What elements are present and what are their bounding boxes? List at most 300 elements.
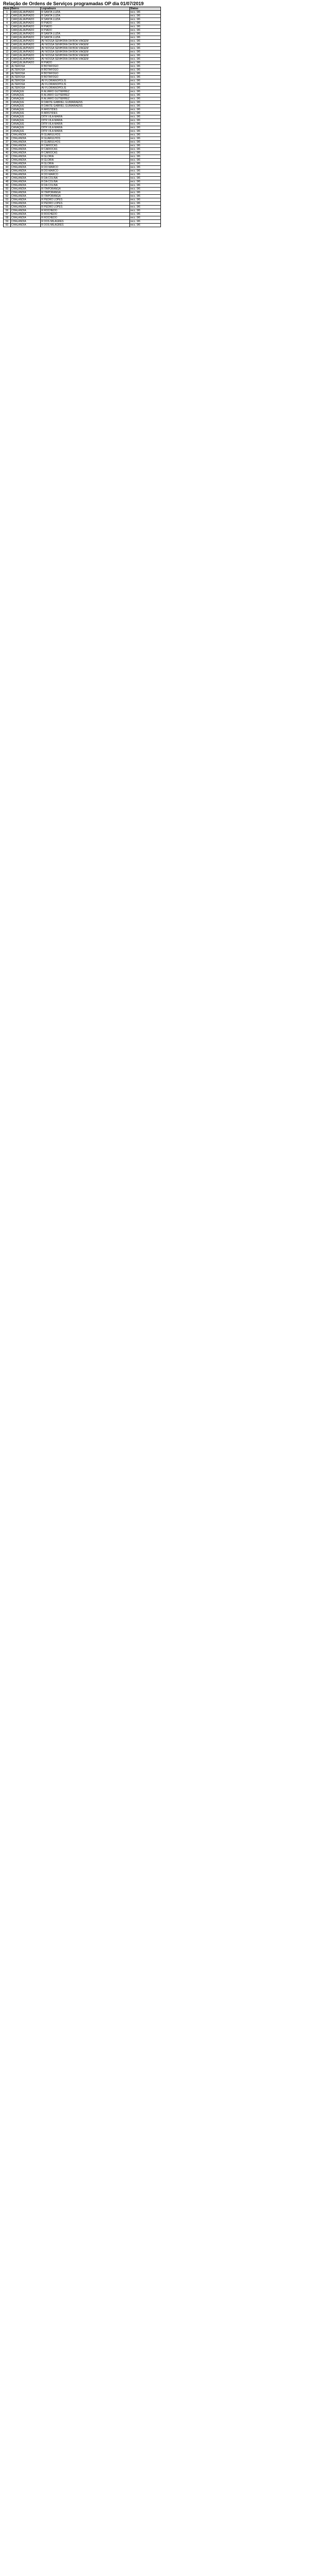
cell-status: recc. 9/6 [129,133,160,137]
cell-logradouro: R ITAPORANGA [41,191,130,195]
table-row [4,76,161,79]
cell-logradouro: DITR VILA MARIA [41,126,130,130]
table-row [4,108,161,112]
table-row [4,79,161,83]
cell-logradouro: R BOTAFOGO [41,72,130,76]
cell-bairro: CARQUEJA/PIADO [11,14,41,18]
table-row [4,180,161,184]
table-row [4,97,161,101]
table-row [4,87,161,90]
cell-logradouro: R DO MARCO [41,166,130,170]
cell-status: recc. 9/6 [129,36,160,40]
cell-item: 27 [4,105,11,108]
cell-logradouro: R BOTAFOGO [41,69,130,72]
cell-logradouro: AV FLORIANOPOLIS [41,79,130,83]
table-row [4,65,161,69]
cell-logradouro: AV NOSSA SENHORA DA BOA VIAGEM [41,58,130,61]
cell-status: recc. 9/6 [129,177,160,180]
cell-logradouro: R GUARULHOS [41,133,130,137]
table-row [4,195,161,198]
cell-status: recc. 9/6 [129,202,160,206]
cell-item: 49 [4,184,11,188]
cell-logradouro: R DO MARCO [41,170,130,173]
cell-item: 9 [4,40,11,43]
table-row [4,18,161,22]
cell-status: recc. 9/6 [129,58,160,61]
cell-item: 4 [4,22,11,25]
cell-item: 26 [4,101,11,105]
cell-logradouro: R PIADO [41,25,130,29]
table-row [4,11,161,14]
cell-bairro: CARQUEJA/PIADO [11,18,41,22]
table-row [4,191,161,195]
cell-status: recc. 9/6 [129,18,160,22]
page-title: Relação de Ordens de Serviços programadas OP dia 01/07/2019 [3,1,144,6]
cell-status: recc. 9/6 [129,90,160,94]
cell-bairro: CHALANDIA [11,216,41,220]
cell-bairro: CHALANDIA [11,180,41,184]
cell-status: recc. 9/6 [129,170,160,173]
table-row [4,22,161,25]
table-row [4,148,161,151]
table-row [4,130,161,133]
table-row [4,69,161,72]
cell-item: 54 [4,202,11,206]
cell-item: 55 [4,206,11,209]
column-header-logradouro: Logradouro [41,7,130,11]
cell-logradouro: R ROCHEDO [41,216,130,220]
column-header-bairro: Bairro [11,7,41,11]
cell-bairro: CHALANDIA [11,137,41,141]
cell-item: 46 [4,173,11,177]
cell-logradouro: R DOS MILAGRES [41,224,130,227]
cell-bairro: CANAQUE [11,123,41,126]
table-row [4,83,161,87]
table-row [4,162,161,166]
cell-logradouro: R GLÓRIA [41,159,130,162]
table-row [4,198,161,202]
cell-logradouro: R ITAPORANGA [41,188,130,191]
cell-status: recc. 9/6 [129,188,160,191]
cell-bairro: ALTEROSA [11,76,41,79]
cell-logradouro: R ARISTIDES [41,112,130,115]
cell-logradouro: R DA COLINA [41,184,130,188]
cell-bairro: CANAQUE [11,101,41,105]
cell-status: recc. 9/6 [129,180,160,184]
cell-bairro: CHALANDIA [11,198,41,202]
cell-item: 52 [4,195,11,198]
table-row [4,50,161,54]
cell-bairro: ALTEROSA [11,69,41,72]
cell-bairro: ALTEROSA [11,83,41,87]
cell-status: recc. 9/6 [129,83,160,87]
cell-item: 35 [4,133,11,137]
cell-status: recc. 9/6 [129,224,160,227]
cell-logradouro: R CARIOCAS [41,151,130,155]
table-row [4,173,161,177]
cell-item: 41 [4,155,11,159]
cell-logradouro: DITR VILA MARIA [41,130,130,133]
cell-bairro: CARQUEJA/PIADO [11,47,41,50]
cell-item: 39 [4,148,11,151]
cell-status: recc. 9/6 [129,108,160,112]
cell-status: recc. 9/6 [129,166,160,170]
cell-item: 38 [4,144,11,148]
cell-item: 33 [4,126,11,130]
cell-bairro: CHALANDIA [11,206,41,209]
table-row [4,159,161,162]
cell-logradouro: R PIADO [41,22,130,25]
cell-logradouro: R SANTA LUZIA [41,14,130,18]
cell-logradouro: R GLÓRIA [41,155,130,159]
cell-status: recc. 9/6 [129,54,160,58]
cell-item: 5 [4,25,11,29]
cell-bairro: CARQUEJA/PIADO [11,25,41,29]
cell-logradouro: R DA COLINA [41,180,130,184]
cell-item: 1 [4,11,11,14]
table-row [4,206,161,209]
table-row [4,209,161,213]
cell-item: 58 [4,216,11,220]
cell-item: 2 [4,14,11,18]
cell-bairro: CHALANDIA [11,195,41,198]
table-row [4,137,161,141]
table-row [4,177,161,180]
table-row [4,47,161,50]
cell-status: recc. 9/6 [129,126,160,130]
cell-item: 30 [4,115,11,119]
cell-status: recc. 9/6 [129,101,160,105]
cell-status: recc. 9/6 [129,130,160,133]
cell-item: 28 [4,108,11,112]
cell-status: recc. 9/6 [129,11,160,14]
cell-item: 17 [4,69,11,72]
cell-logradouro: R ROCHEDO [41,213,130,216]
cell-bairro: CHALANDIA [11,173,41,177]
cell-status: recc. 9/6 [129,198,160,202]
cell-status: recc. 9/6 [129,162,160,166]
cell-bairro: CANAQUE [11,126,41,130]
cell-logradouro: AV NOSSA SENHORA DA BOA VIAGEM [41,40,130,43]
cell-logradouro: R GUARULHOS [41,137,130,141]
cell-bairro: CANAQUE [11,97,41,101]
cell-item: 6 [4,29,11,32]
cell-item: 14 [4,58,11,61]
cell-status: recc. 9/6 [129,123,160,126]
cell-status: recc. 9/6 [129,105,160,108]
cell-item: 29 [4,112,11,115]
cell-logradouro: R BOTAFOGO [41,76,130,79]
table-row [4,184,161,188]
cell-item: 51 [4,191,11,195]
table-row [4,155,161,159]
cell-logradouro: R DA COLINA [41,177,130,180]
cell-status: recc. 9/6 [129,184,160,188]
cell-bairro: CARQUEJA/PIADO [11,11,41,14]
table-row [4,25,161,29]
table-row [4,29,161,32]
cell-status: recc. 9/6 [129,65,160,69]
cell-bairro: CHALANDIA [11,144,41,148]
cell-bairro: CHALANDIA [11,184,41,188]
cell-item: 32 [4,123,11,126]
column-header-item: Item [4,7,11,11]
cell-bairro: CHALANDIA [11,213,41,216]
cell-status: recc. 9/6 [129,14,160,18]
cell-item: 44 [4,166,11,170]
cell-logradouro: R PIADO [41,29,130,32]
cell-logradouro: DITR VILA MARIA [41,119,130,123]
cell-status: recc. 9/6 [129,43,160,47]
table-row [4,188,161,191]
cell-item: 11 [4,47,11,50]
cell-item: 48 [4,180,11,184]
cell-bairro: CARQUEJA/PIADO [11,58,41,61]
cell-status: recc. 9/6 [129,115,160,119]
table-row [4,166,161,170]
cell-bairro: CHALANDIA [11,191,41,195]
cell-item: 34 [4,130,11,133]
cell-status: recc. 9/6 [129,94,160,97]
table-row [4,220,161,224]
table-row [4,101,161,105]
cell-status: recc. 9/6 [129,173,160,177]
table-row [4,126,161,130]
table-row [4,216,161,220]
table-row [4,105,161,108]
cell-status: recc. 9/6 [129,76,160,79]
cell-logradouro: R SANTA LUZIA [41,18,130,22]
cell-status: recc. 9/6 [129,144,160,148]
cell-logradouro: R GUARULHOS [41,141,130,144]
cell-item: 18 [4,72,11,76]
cell-bairro: ALTEROSA [11,65,41,69]
table-header-row [4,7,161,11]
table-row [4,123,161,126]
cell-logradouro: R PIADO [41,61,130,65]
cell-logradouro: R DO MARCO [41,173,130,177]
cell-item: 50 [4,188,11,191]
cell-bairro: CARQUEJA/PIADO [11,32,41,36]
cell-logradouro: DITR VILA MARIA [41,115,130,119]
cell-bairro: CARQUEJA/PIADO [11,43,41,47]
cell-logradouro: R PEDRO LOPES [41,198,130,202]
cell-bairro: CARQUEJA/PIADO [11,61,41,65]
cell-bairro: CARQUEJA/PIADO [11,36,41,40]
table-body [4,11,161,227]
cell-status: recc. 9/6 [129,137,160,141]
cell-bairro: CANAQUE [11,108,41,112]
cell-logradouro: R PEDRO LOPES [41,202,130,206]
cell-bairro: CANAQUE [11,119,41,123]
cell-bairro: CHALANDIA [11,148,41,151]
table-row [4,133,161,137]
cell-logradouro: AV NOSSA SENHORA DA BOA VIAGEM [41,50,130,54]
cell-item: 20 [4,79,11,83]
cell-logradouro: R ITAPORANGA [41,195,130,198]
table-row [4,144,161,148]
cell-status: recc. 9/6 [129,141,160,144]
cell-item: 16 [4,65,11,69]
cell-item: 19 [4,76,11,79]
cell-status: recc. 9/6 [129,87,160,90]
cell-item: 40 [4,151,11,155]
cell-item: 24 [4,94,11,97]
cell-bairro: CHALANDIA [11,141,41,144]
table-row [4,141,161,144]
cell-bairro: CHALANDIA [11,177,41,180]
cell-item: 22 [4,87,11,90]
cell-item: 43 [4,162,11,166]
cell-logradouro: R GLÓRIA [41,162,130,166]
cell-status: recc. 9/6 [129,220,160,224]
cell-bairro: CANAQUE [11,90,41,94]
table-row [4,40,161,43]
table-row [4,43,161,47]
cell-item: 15 [4,61,11,65]
cell-logradouro: R CARIOCAS [41,144,130,148]
cell-item: 21 [4,83,11,87]
table-row [4,202,161,206]
table-row [4,54,161,58]
cell-status: recc. 9/6 [129,61,160,65]
cell-logradouro: R SANTA LUZIA [41,11,130,14]
table-row [4,36,161,40]
cell-status: recc. 9/6 [129,148,160,151]
cell-bairro: CHALANDIA [11,220,41,224]
cell-bairro: CHALANDIA [11,170,41,173]
cell-bairro: CANAQUE [11,105,41,108]
cell-logradouro: R PEDRO LOPES [41,206,130,209]
cell-status: recc. 9/6 [129,191,160,195]
cell-item: 59 [4,220,11,224]
cell-status: recc. 9/6 [129,47,160,50]
cell-logradouro: R SANTA LUZIA [41,32,130,36]
cell-item: 47 [4,177,11,180]
cell-status: recc. 9/6 [129,97,160,101]
table-row [4,72,161,76]
cell-logradouro: R DOS MILAGRES [41,220,130,224]
cell-item: 12 [4,50,11,54]
cell-status: recc. 9/6 [129,50,160,54]
cell-bairro: CHALANDIA [11,155,41,159]
cell-status: recc. 9/6 [129,29,160,32]
cell-bairro: CHALANDIA [11,166,41,170]
cell-bairro: CARQUEJA/PIADO [11,54,41,58]
cell-status: recc. 9/6 [129,72,160,76]
cell-logradouro: R DANTE GABRIEL GUIMARAENS [41,101,130,105]
cell-bairro: CHALANDIA [11,133,41,137]
cell-status: recc. 9/6 [129,22,160,25]
cell-logradouro: R ALVARO GUTIERREZ [41,94,130,97]
table-row [4,151,161,155]
cell-bairro: CARQUEJA/PIADO [11,50,41,54]
table-row [4,90,161,94]
cell-item: 36 [4,137,11,141]
cell-item: 53 [4,198,11,202]
cell-status: recc. 9/6 [129,209,160,213]
cell-item: 13 [4,54,11,58]
table-row [4,32,161,36]
cell-logradouro: DITR VILA MARIA [41,123,130,126]
cell-bairro: CHALANDIA [11,162,41,166]
cell-status: recc. 9/6 [129,112,160,115]
cell-item: 56 [4,209,11,213]
cell-bairro: CHALANDIA [11,159,41,162]
table-row [4,61,161,65]
table-row [4,94,161,97]
cell-item: 7 [4,32,11,36]
cell-bairro: ALTEROSA [11,79,41,83]
cell-bairro: CHALANDIA [11,224,41,227]
table-row [4,58,161,61]
cell-bairro: CHALANDIA [11,202,41,206]
cell-status: recc. 9/6 [129,159,160,162]
cell-logradouro: AV FLORIANOPOLIS [41,87,130,90]
cell-logradouro: AV FLORIANOPOLIS [41,83,130,87]
cell-logradouro: R ARISTIDES [41,108,130,112]
cell-status: recc. 9/6 [129,151,160,155]
cell-bairro: CANAQUE [11,94,41,97]
cell-logradouro: R ALVARO GUTIERREZ [41,90,130,94]
cell-status: recc. 9/6 [129,69,160,72]
cell-item: 60 [4,224,11,227]
cell-bairro: CANAQUE [11,130,41,133]
cell-logradouro: R SANTA LUZIA [41,36,130,40]
cell-status: recc. 9/6 [129,195,160,198]
cell-item: 31 [4,119,11,123]
service-orders-table [3,7,161,227]
cell-item: 42 [4,159,11,162]
cell-logradouro: R CARIOCAS [41,148,130,151]
cell-bairro: CHALANDIA [11,151,41,155]
cell-bairro: ALTEROSA [11,72,41,76]
table-row [4,224,161,227]
cell-item: 45 [4,170,11,173]
table-row [4,213,161,216]
cell-item: 10 [4,43,11,47]
cell-bairro: CARQUEJA/PIADO [11,22,41,25]
cell-logradouro: AV NOSSA SENHORA DA BOA VIAGEM [41,54,130,58]
cell-bairro: ALTEROSA [11,87,41,90]
cell-item: 57 [4,213,11,216]
cell-logradouro: R ALVARO GUTIERREZ [41,97,130,101]
cell-bairro: CANAQUE [11,112,41,115]
cell-bairro: CHALANDIA [11,209,41,213]
cell-logradouro: R BOTAFOGO [41,65,130,69]
cell-item: 37 [4,141,11,144]
cell-status: recc. 9/6 [129,206,160,209]
cell-status: recc. 9/6 [129,213,160,216]
cell-bairro: CANAQUE [11,115,41,119]
cell-status: recc. 9/6 [129,216,160,220]
cell-status: recc. 9/6 [129,32,160,36]
cell-status: recc. 9/6 [129,79,160,83]
cell-status: recc. 9/6 [129,40,160,43]
cell-item: 8 [4,36,11,40]
cell-item: 25 [4,97,11,101]
cell-bairro: CARQUEJA/PIADO [11,40,41,43]
cell-item: 3 [4,18,11,22]
cell-status: recc. 9/6 [129,155,160,159]
cell-logradouro: R ROCHEDO [41,209,130,213]
cell-item: 23 [4,90,11,94]
cell-status: recc. 9/6 [129,119,160,123]
table-row [4,119,161,123]
column-header-status: Status [129,7,160,11]
cell-status: recc. 9/6 [129,25,160,29]
cell-logradouro: AV NOSSA SENHORA DA BOA VIAGEM [41,43,130,47]
